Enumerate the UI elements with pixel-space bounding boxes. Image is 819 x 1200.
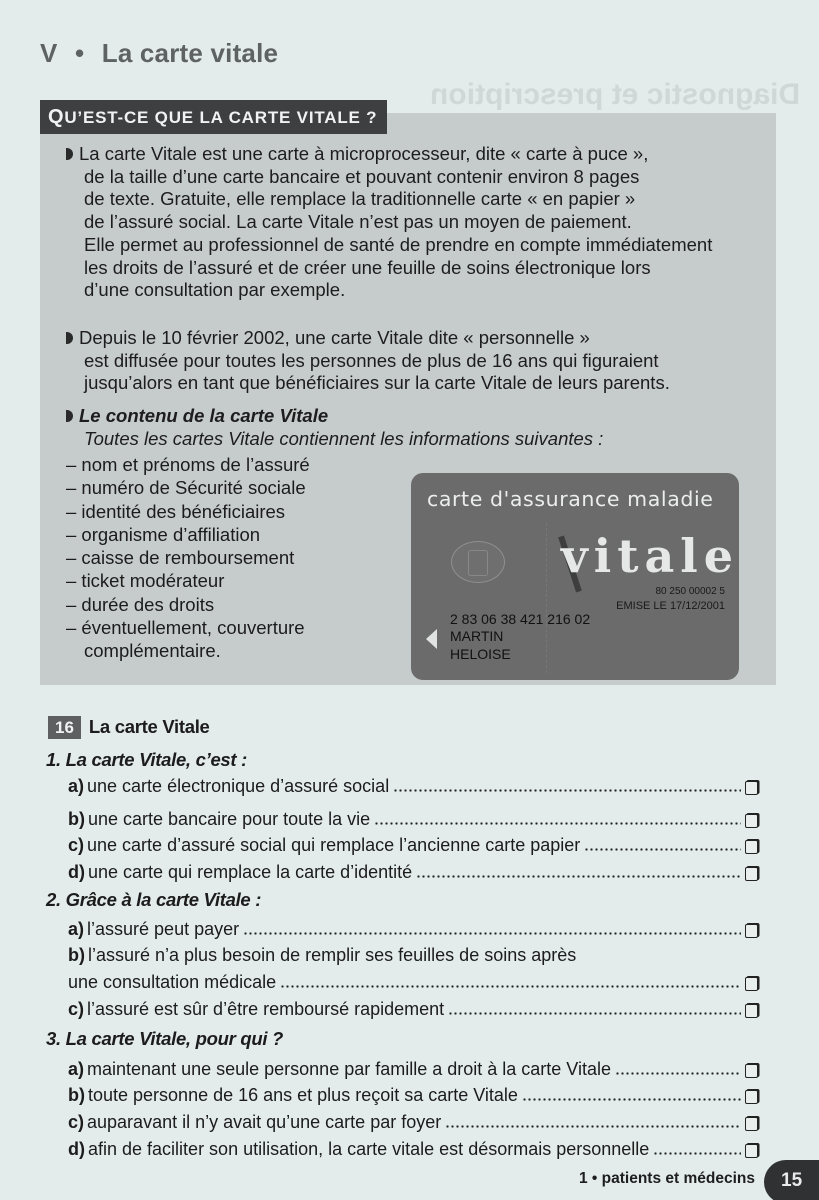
chapter-footer: 1 • patients et médecins bbox=[579, 1170, 755, 1187]
dot-leader bbox=[522, 1098, 741, 1101]
dot-leader bbox=[615, 1072, 741, 1075]
option-2b-continuation bbox=[68, 970, 758, 993]
checkbox-2b[interactable] bbox=[745, 977, 758, 991]
option-text: l’assuré peut payer bbox=[87, 919, 240, 939]
option-letter: b) bbox=[68, 945, 85, 965]
list-item: – identité des bénéficiaires bbox=[66, 500, 286, 522]
paragraph-1 bbox=[66, 143, 766, 302]
chip-icon bbox=[451, 541, 505, 583]
option-text: une carte d’assuré social qui remplace l’ancienne carte papier bbox=[87, 835, 581, 855]
dot-leader bbox=[653, 1152, 741, 1155]
card-first-name: HELOISE bbox=[450, 646, 511, 662]
option-1a bbox=[68, 774, 758, 797]
paragraph-line: est diffusée pour toutes les personnes de plus de 16 ans qui figuraient bbox=[84, 349, 659, 371]
option-letter: c) bbox=[68, 835, 85, 855]
option-letter: d) bbox=[68, 862, 85, 882]
insert-arrow-icon bbox=[426, 629, 437, 649]
paragraph-2 bbox=[66, 327, 766, 395]
checkbox-1a[interactable] bbox=[745, 781, 758, 795]
checkbox-1b[interactable] bbox=[745, 814, 758, 828]
info-box-header bbox=[40, 100, 387, 134]
option-text: l’assuré est sûr d’être remboursé rapidement bbox=[87, 999, 445, 1019]
paragraph-line: La carte Vitale est une carte à microprocesseur, dite « carte à puce », bbox=[79, 143, 649, 164]
exercise-header bbox=[48, 715, 210, 739]
card-issue-date: EMISE LE 17/12/2001 bbox=[616, 600, 725, 612]
content-section bbox=[66, 405, 766, 450]
option-text: afin de faciliter son utilisation, la carte vitale est désormais personnelle bbox=[88, 1139, 650, 1159]
dot-leader bbox=[584, 848, 741, 851]
option-1d bbox=[68, 860, 758, 883]
checkbox-2c[interactable] bbox=[745, 1004, 758, 1018]
content-list bbox=[66, 453, 406, 663]
list-item: – éventuellement, couverture bbox=[66, 617, 305, 639]
card-title: carte d'assurance maladie bbox=[427, 487, 714, 511]
list-item: – nom et prénoms de l’assuré bbox=[66, 454, 310, 475]
option-text: une consultation médicale bbox=[68, 972, 277, 992]
paragraph-line: jusqu’alors en tant que bénéficiaires sur la carte Vitale de leurs parents. bbox=[84, 372, 670, 394]
checkbox-2a[interactable] bbox=[745, 924, 758, 938]
option-letter: b) bbox=[68, 1085, 85, 1105]
list-item-continuation: complémentaire. bbox=[84, 640, 221, 662]
vitale-logo bbox=[561, 529, 739, 583]
logo-v: v bbox=[561, 529, 594, 583]
exercise-title: La carte Vitale bbox=[88, 716, 210, 737]
option-2a bbox=[68, 917, 758, 940]
question-3: 3. La carte Vitale, pour qui ? bbox=[46, 1028, 284, 1049]
paragraph-line: Depuis le 10 février 2002, une carte Vitale dite « personnelle » bbox=[79, 327, 590, 348]
option-3d bbox=[68, 1137, 758, 1160]
option-letter: c) bbox=[68, 999, 85, 1019]
paragraph-line: de texte. Gratuite, elle remplace la traditionnelle carte « en papier » bbox=[84, 188, 636, 210]
checkbox-3b[interactable] bbox=[745, 1090, 758, 1104]
dot-leader bbox=[445, 1125, 741, 1128]
section-number: V bbox=[40, 38, 58, 68]
option-3a bbox=[68, 1057, 758, 1080]
checkbox-1c[interactable] bbox=[745, 840, 758, 854]
option-letter: a) bbox=[68, 919, 85, 939]
logo-rest: itale bbox=[593, 529, 739, 583]
list-item: – organisme d’affiliation bbox=[66, 523, 261, 545]
card-fold-line bbox=[546, 523, 547, 673]
content-heading: Le contenu de la carte Vitale bbox=[79, 405, 329, 426]
bullet-icon bbox=[66, 148, 73, 160]
paragraph-line: d’une consultation par exemple. bbox=[84, 279, 346, 301]
content-intro: Toutes les cartes Vitale contiennent les informations suivantes : bbox=[84, 427, 604, 449]
paragraph-line: de l’assuré social. La carte Vitale n’est pas un moyen de paiement. bbox=[84, 211, 632, 233]
section-title bbox=[40, 38, 278, 69]
option-2b bbox=[68, 943, 576, 966]
option-text: maintenant une seule personne par famille a droit à la carte Vitale bbox=[87, 1059, 612, 1079]
option-1b bbox=[68, 807, 758, 830]
checkbox-3c[interactable] bbox=[745, 1117, 758, 1131]
show-through-text: Diagnostic et prescription bbox=[430, 78, 801, 111]
list-item: – numéro de Sécurité sociale bbox=[66, 477, 306, 499]
bullet-icon bbox=[66, 410, 73, 422]
paragraph-line: de la taille d’une carte bancaire et pouvant contenir environ 8 pages bbox=[84, 165, 640, 187]
checkbox-1d[interactable] bbox=[745, 867, 758, 881]
vitale-card-image bbox=[411, 473, 739, 680]
option-3b bbox=[68, 1083, 758, 1106]
option-letter: a) bbox=[68, 1059, 85, 1079]
dot-leader bbox=[393, 789, 741, 792]
option-letter: d) bbox=[68, 1139, 85, 1159]
paragraph-line: les droits de l’assuré et de créer une feuille de soins électronique lors bbox=[84, 256, 651, 278]
option-letter: a) bbox=[68, 776, 85, 796]
paragraph-line: Elle permet au professionnel de santé de prendre en compte immédiatement bbox=[84, 233, 713, 255]
dot-leader bbox=[280, 985, 741, 988]
option-3c bbox=[68, 1110, 758, 1133]
dot-leader bbox=[416, 875, 741, 878]
option-text: l’assuré n’a plus besoin de remplir ses feuilles de soins après bbox=[88, 945, 577, 965]
option-1c bbox=[68, 833, 758, 856]
card-serial: 80 250 00002 5 bbox=[655, 586, 725, 597]
header-initial: Q bbox=[48, 106, 65, 128]
section-title-text: La carte vitale bbox=[101, 38, 279, 68]
dot-leader bbox=[448, 1012, 741, 1015]
list-item: – durée des droits bbox=[66, 593, 215, 615]
dot-leader bbox=[243, 932, 741, 935]
card-last-name: MARTIN bbox=[450, 628, 504, 644]
section-separator: • bbox=[74, 38, 85, 68]
header-text: U’EST-CE QUE LA CARTE VITALE ? bbox=[64, 108, 378, 127]
option-text: une carte qui remplace la carte d’identité bbox=[88, 862, 413, 882]
question-2: 2. Grâce à la carte Vitale : bbox=[46, 889, 262, 910]
checkbox-3a[interactable] bbox=[745, 1064, 758, 1078]
question-1: 1. La carte Vitale, c’est : bbox=[46, 749, 247, 770]
option-text: une carte électronique d’assuré social bbox=[87, 776, 390, 796]
option-text: auparavant il n’y avait qu’une carte par foyer bbox=[87, 1112, 442, 1132]
exercise-number: 16 bbox=[48, 716, 81, 739]
dot-leader bbox=[374, 822, 741, 825]
list-item: – ticket modérateur bbox=[66, 570, 225, 592]
page-number: 15 bbox=[764, 1160, 819, 1200]
option-2c bbox=[68, 997, 758, 1020]
social-security-number: 2 83 06 38 421 216 02 bbox=[450, 611, 591, 627]
option-text: une carte bancaire pour toute la vie bbox=[88, 809, 371, 829]
checkbox-3d[interactable] bbox=[745, 1144, 758, 1158]
list-item: – caisse de remboursement bbox=[66, 547, 295, 569]
option-text: toute personne de 16 ans et plus reçoit sa carte Vitale bbox=[88, 1085, 518, 1105]
bullet-icon bbox=[66, 332, 73, 344]
option-letter: b) bbox=[68, 809, 85, 829]
option-letter: c) bbox=[68, 1112, 85, 1132]
